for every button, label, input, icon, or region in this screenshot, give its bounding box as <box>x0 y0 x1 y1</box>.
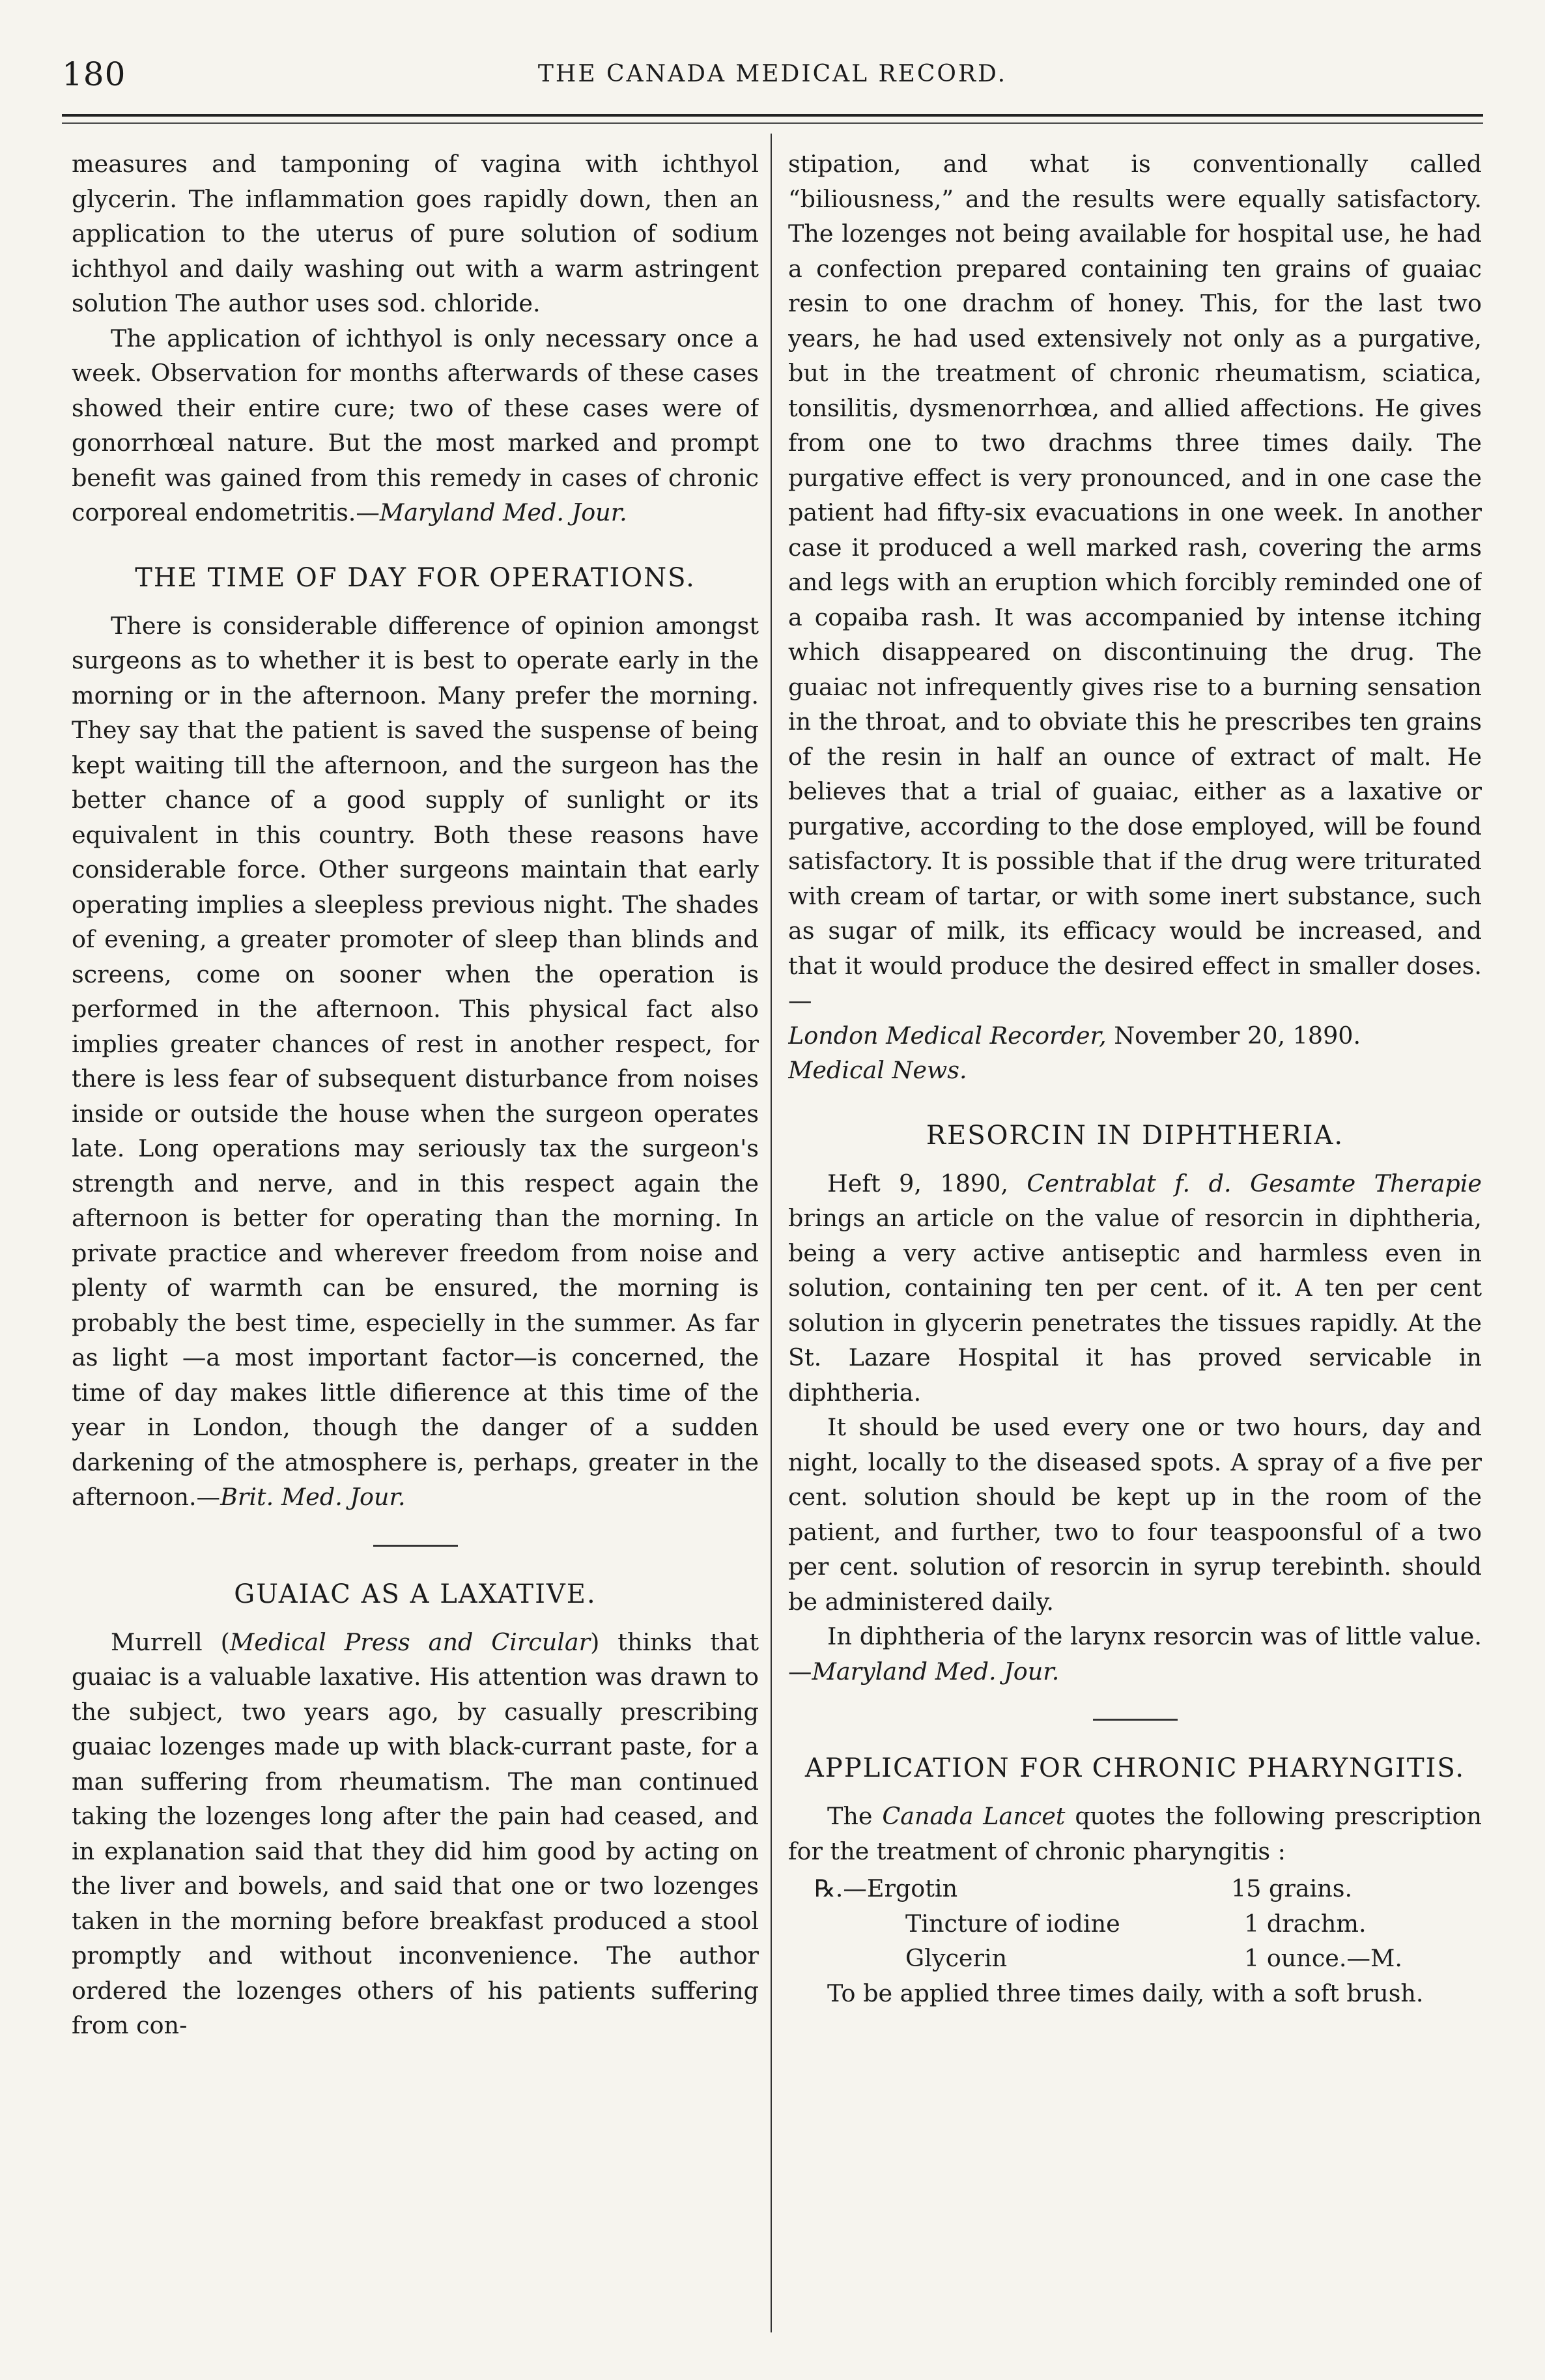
guaiac-heading: GUAIAC AS A LAXATIVE. <box>234 1579 597 1609</box>
page-number: 180 <box>62 55 126 93</box>
ichthyol-paragraph: The application of ichthyol is only necessary once a week. Observation for months afterwards of these cases showed their entire cure; two of these cases were of gonorrhœal nature. But the most marked and prompt benefit was gained from this remedy in cases of chronic corporeal endometritis.—Maryland Med. Jour. <box>72 324 759 526</box>
header-rule-thin <box>62 122 1483 124</box>
prescription-drug: ℞.—Ergotin <box>814 1874 958 1902</box>
ichthyol-source: Maryland Med. Jour. <box>379 498 627 526</box>
guaiac-continued-paragraph: stipation, and what is conventionally called “biliousness,” and the results were equally satisfactory. The lozenges not being available for hospital use, he had a confection prepared containing ten grains of guaiac resin to one drachm of honey. This, for the last two years, he had used extensively not only as a purgative, but in the treatment of chronic rheumatism, sciatica, tonsilitis, dysmenorrhœa, and allied affections. He gives from one to two drachms three times daily. The purgative effect is very pronounced, and in one case the patient had fifty-six evacuations in one week. In another case it produced a well marked rash, covering the arms and legs with an eruption which forcibly reminded one of a copaiba rash. It was accompanied by intense itching which disappeared on discontinuing the drug. The guaiac not infrequently gives rise to a burning sensation in the throat, and to obviate this he prescribes ten grains of the resin in half an ounce of extract of malt. He believes that a trial of guaiac, either as a laxative or purgative, according to the dose employed, will be found satisfactory. It is possible that if the drug were triturated with cream of tartar, or with some inert substance, such as sugar of milk, its efficacy would be increased, and that it would produce the desired effect in smaller doses.— London Medical Recorder, November 20, 1890. Medical News. <box>788 150 1482 1084</box>
prescription-table <box>788 1871 1482 1976</box>
prescription-dose: 1 ounce.—M. <box>1244 1944 1402 1972</box>
header-rule <box>62 114 1483 117</box>
resorcin-paragraph-3: In diphtheria of the larynx resorcin was of little value.—Maryland Med. Jour. <box>788 1622 1482 1685</box>
right-column <box>788 147 1482 2349</box>
ichthyol-intro-paragraph: measures and tamponing of vagina with ichthyol glycerin. The inflammation goes rapidly down, then an application to the uterus of pure solution of sodium ichthyol and daily washing out with a warm astringent solution The author uses sod. chloride. <box>72 150 759 317</box>
prescription-row <box>788 1871 1482 1906</box>
section-rule <box>1093 1719 1178 1721</box>
guaiac-source-journal: London Medical Recorder, <box>788 1021 1107 1050</box>
time-of-day-heading: THE TIME OF DAY FOR OPERATIONS. <box>135 562 696 593</box>
pharyngitis-heading: APPLICATION FOR CHRONIC PHARYNGITIS. <box>804 1753 1466 1783</box>
prescription-drug: Tincture of iodine <box>905 1909 1120 1938</box>
closing-paragraph: To be applied three times daily, with a soft brush. <box>827 1979 1424 2007</box>
resorcin-journal: Centrablat f. d. Gesamte Therapie <box>1027 1169 1482 1197</box>
resorcin-paragraph-1: Heft 9, 1890, Centrablat f. d. Gesamte Therapie brings an article on the value of resorcin in diphtheria, being a very active antiseptic and harmless even in solution, containing ten per cent. of it. A ten per cent solution in glycerin penetrates the tissues rapidly. At the St. Lazare Hospital it has proved servicable in diphtheria. <box>788 1169 1482 1407</box>
resorcin-paragraph-2: It should be used every one or two hours, day and night, locally to the diseased spots. A spray of a five per cent. solution should be kept up in the room of the patient, and further, two to four teaspoonsful of a two per cent. solution of resorcin in syrup terebinth. should be administered daily. <box>788 1413 1482 1616</box>
pharyngitis-journal: Canada Lancet <box>882 1802 1066 1830</box>
pharyngitis-paragraph: The Canada Lancet quotes the following prescription for the treatment of chronic pharyngitis : <box>788 1802 1482 1865</box>
prescription-drug: Glycerin <box>905 1944 1008 1972</box>
time-of-day-source: Brit. Med. Jour. <box>220 1483 406 1511</box>
resorcin-heading: RESORCIN IN DIPHTHERIA. <box>926 1120 1344 1151</box>
guaiac-source-news: Medical News. <box>788 1056 967 1084</box>
time-of-day-paragraph: There is considerable difference of opinion amongst surgeons as to whether it is best to operate early in the morning or in the afternoon. Many prefer the morning. They say that the patient is saved the suspense of being kept waiting till the afternoon, and the surgeon has the better chance of a good supply of sunlight or its equivalent in this country. Both these reasons have considerable force. Other surgeons maintain that early operating implies a sleepless previous night. The shades of evening, a greater promoter of sleep than blinds and screens, come on sooner when the operation is performed in the afternoon. This physical fact also implies greater chances of rest in another respect, for there is less fear of subsequent disturbance from noises inside or outside the house when the surgeon operates late. Long operations may seriously tax the surgeon's strength and nerve, and in this respect again the afternoon is better for operating than the morning. In private practice and wherever freedom from noise and plenty of warmth can be ensured, the morning is probably the best time, especielly in the summer. As far as light —a most important factor—is concerned, the time of day makes little difierence at this time of the year in London, though the danger of a sudden darkening of the atmosphere is, perhaps, greater in the afternoon.—Brit. Med. Jour. <box>72 611 759 1511</box>
column-divider <box>771 134 772 2332</box>
page-header <box>62 49 1483 101</box>
left-column <box>72 147 759 2349</box>
prescription-dose: 15 grains. <box>1231 1874 1353 1902</box>
resorcin-source: Maryland Med. Jour. <box>812 1657 1060 1685</box>
prescription-row <box>788 1906 1482 1942</box>
running-title: THE CANADA MEDICAL RECORD. <box>537 61 1008 87</box>
guaiac-paragraph: Murrell (Medical Press and Circular) thinks that guaiac is a valuable laxative. His attention was drawn to the subject, two years ago, by casually prescribing guaiac lozenges made up with black-currant paste, for a man suffering from rheumatism. The man continued taking the lozenges long after the pain had ceased, and in explanation said that they did him good by acting on the liver and bowels, and said that one or two lozenges taken in the morning before breakfast produced a stool promptly and without inconvenience. The author ordered the lozenges others of his patients suffering from con- <box>72 1627 759 2039</box>
section-rule <box>373 1545 458 1547</box>
guaiac-lead-source: Medical Press and Circular <box>229 1627 591 1656</box>
prescription-dose: 1 drachm. <box>1244 1909 1367 1938</box>
prescription-row <box>788 1941 1482 1976</box>
